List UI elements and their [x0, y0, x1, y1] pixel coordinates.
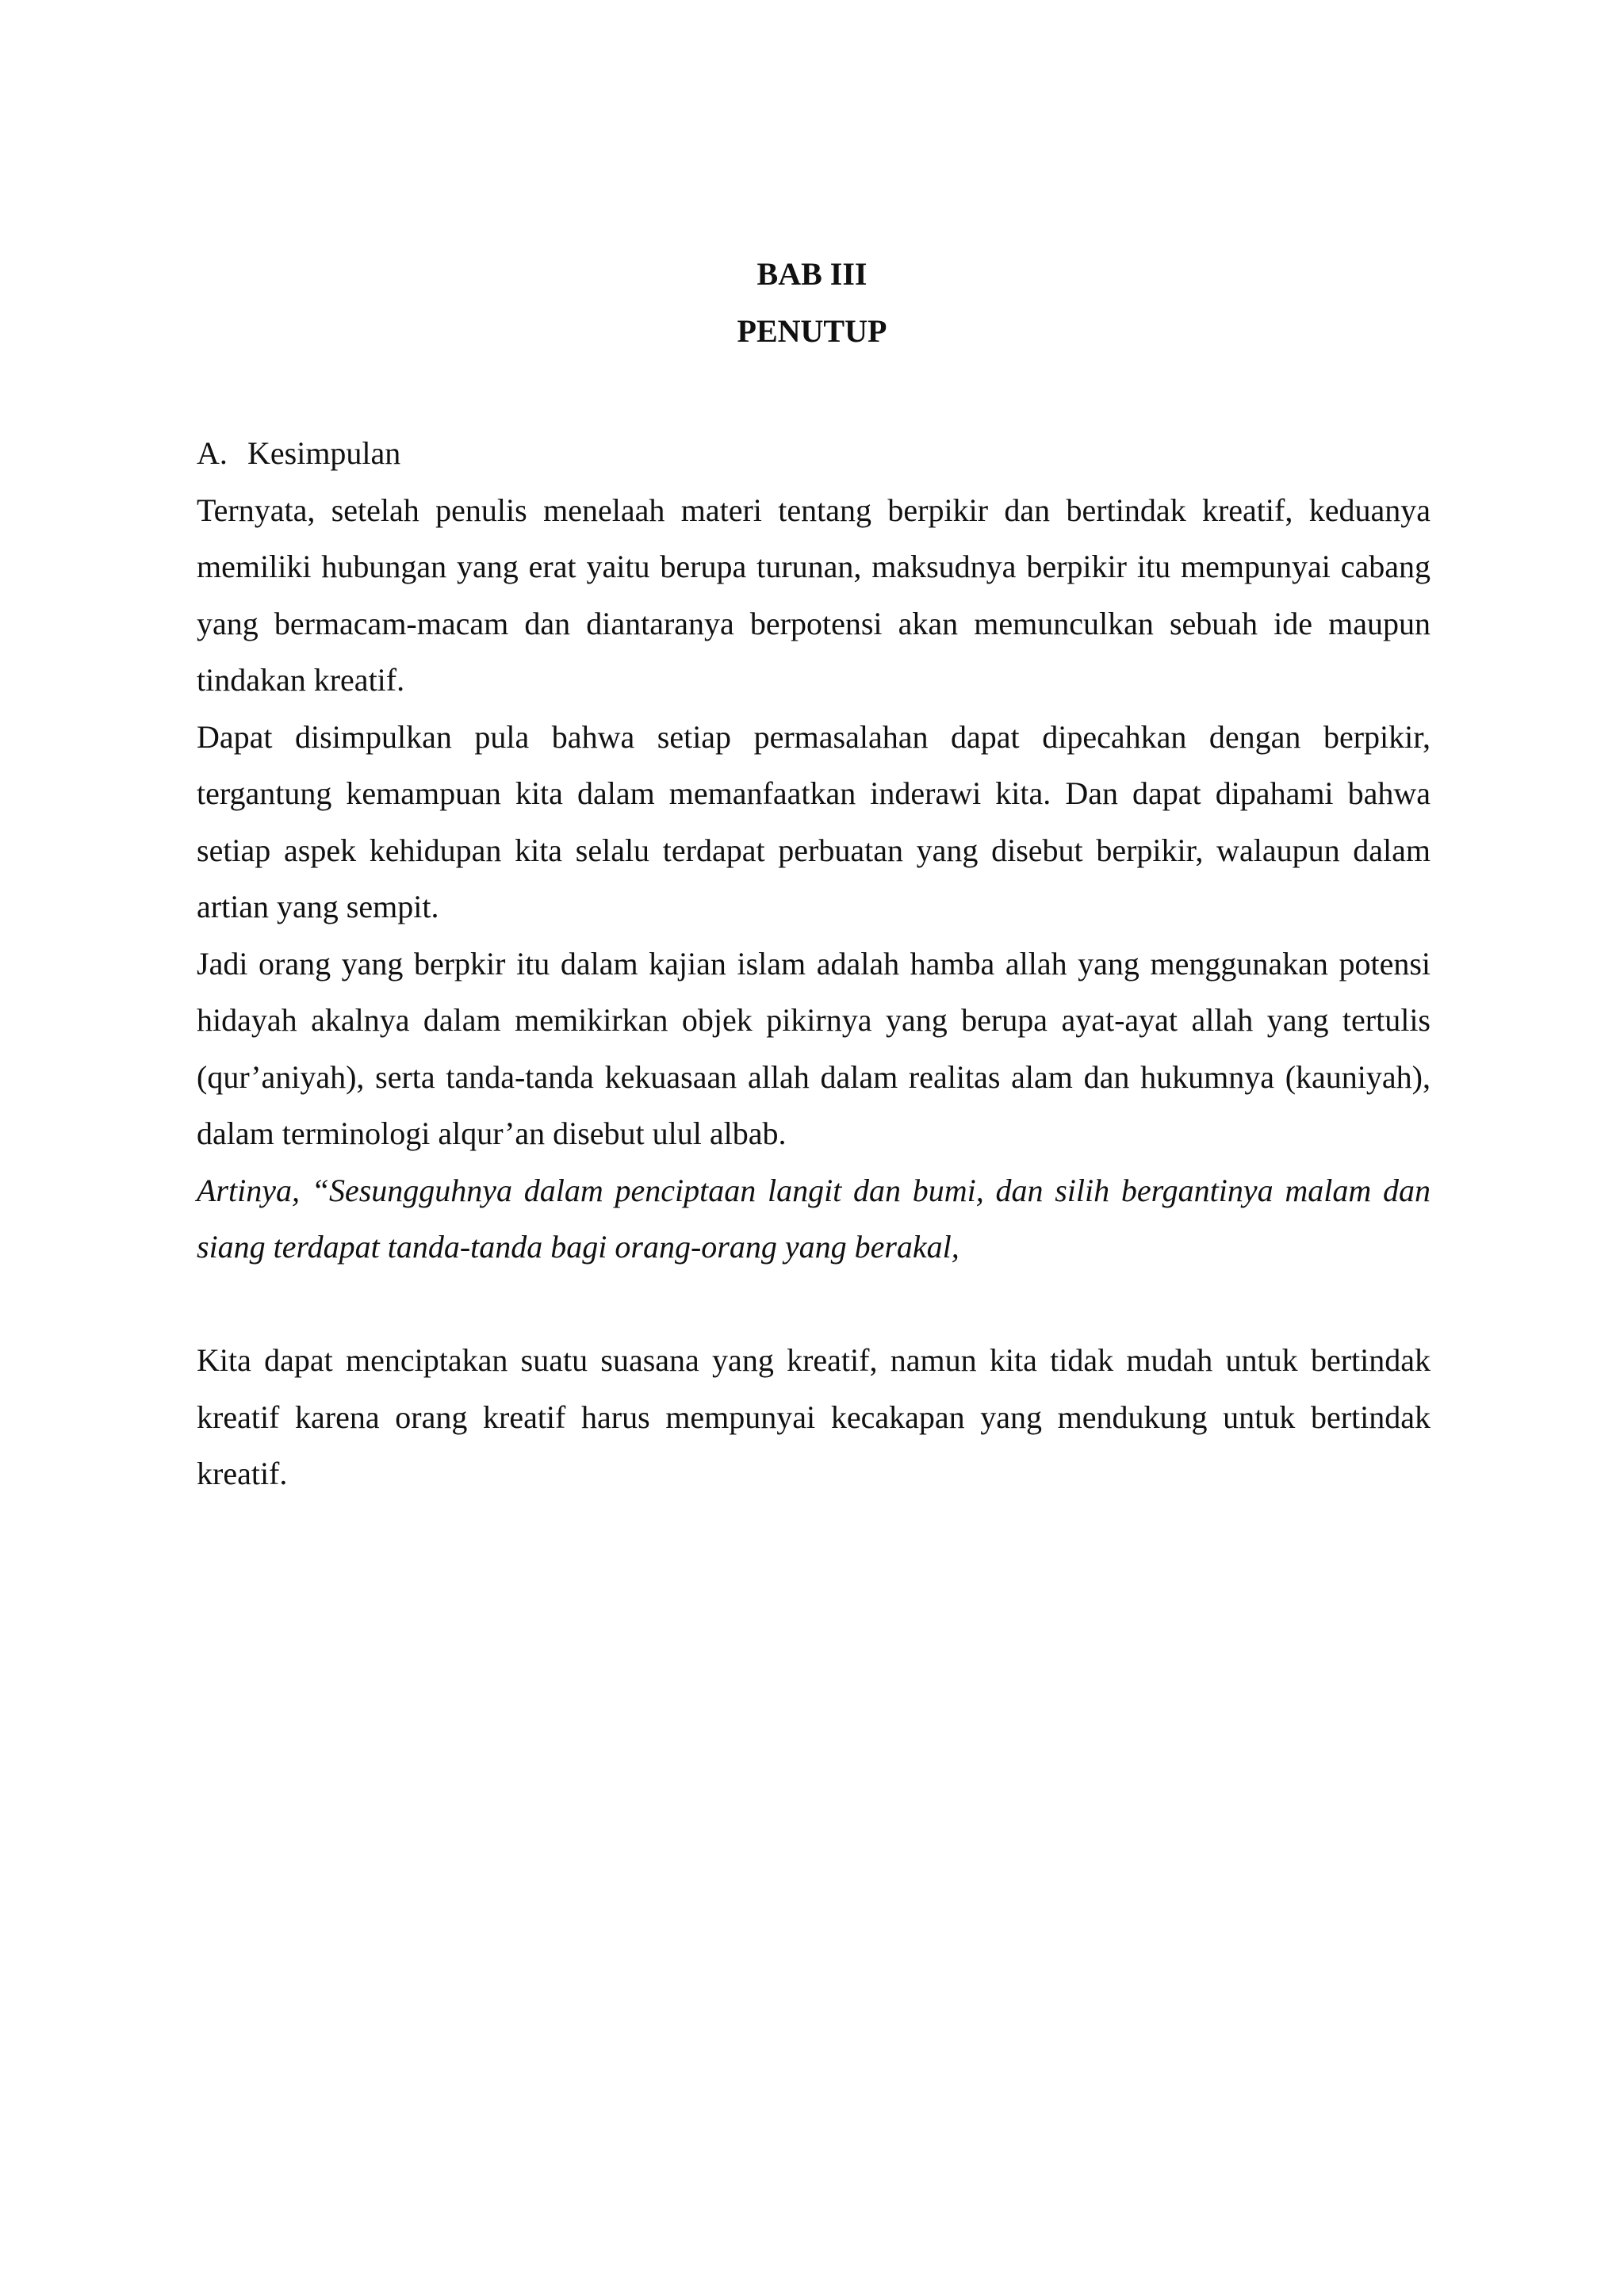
chapter-title: PENUTUP: [737, 313, 887, 349]
section-letter: A.: [197, 435, 228, 471]
section-heading: [197, 425, 1431, 482]
quote-translation: Artinya, “Sesungguhnya dalam penciptaan langit dan bumi, dan silih bergantinya malam dan siang terdapat tanda-tanda bagi orang-orang yang berakal,: [197, 1172, 1431, 1265]
document-body: [197, 425, 1431, 1502]
paragraph-conclusion-3: Jadi orang yang berpkir itu dalam kajian islam adalah hamba allah yang menggunakan potensi hidayah akalnya dalam memikirkan objek pikirnya yang berupa ayat-ayat allah yang tertulis (qur’aniyah), serta tanda-tanda kekuasaan allah dalam realitas alam dan hukumnya (kauniyah), dalam terminologi alqur’an disebut ulul albab.: [197, 945, 1431, 1151]
paragraph-conclusion-1: Ternyata, setelah penulis menelaah materi tentang berpikir dan bertindak kreatif, keduanya memiliki hubungan yang erat yaitu berupa turunan, maksudnya berpikir itu mempunyai cabang yang bermacam-macam dan diantaranya berpotensi akan memunculkan sebuah ide maupun tindakan kreatif.: [197, 492, 1431, 698]
paragraph-spacer: [197, 1276, 1431, 1333]
section-title: Kesimpulan: [247, 435, 401, 471]
paragraph-conclusion-2: Dapat disimpulkan pula bahwa setiap permasalahan dapat dipecahkan dengan berpikir, tergantung kemampuan kita dalam memanfaatkan inderawi kita. Dan dapat dipahami bahwa setiap aspek kehidupan kita selalu terdapat perbuatan yang disebut berpikir, walaupun dalam artian yang sempit.: [197, 718, 1431, 924]
chapter-number: BAB III: [756, 256, 868, 292]
paragraph-conclusion-4: Kita dapat menciptakan suatu suasana yang kreatif, namun kita tidak mudah untuk bertindak kreatif karena orang kreatif harus mempunyai kecakapan yang mendukung untuk bertindak kreatif.: [197, 1342, 1431, 1491]
